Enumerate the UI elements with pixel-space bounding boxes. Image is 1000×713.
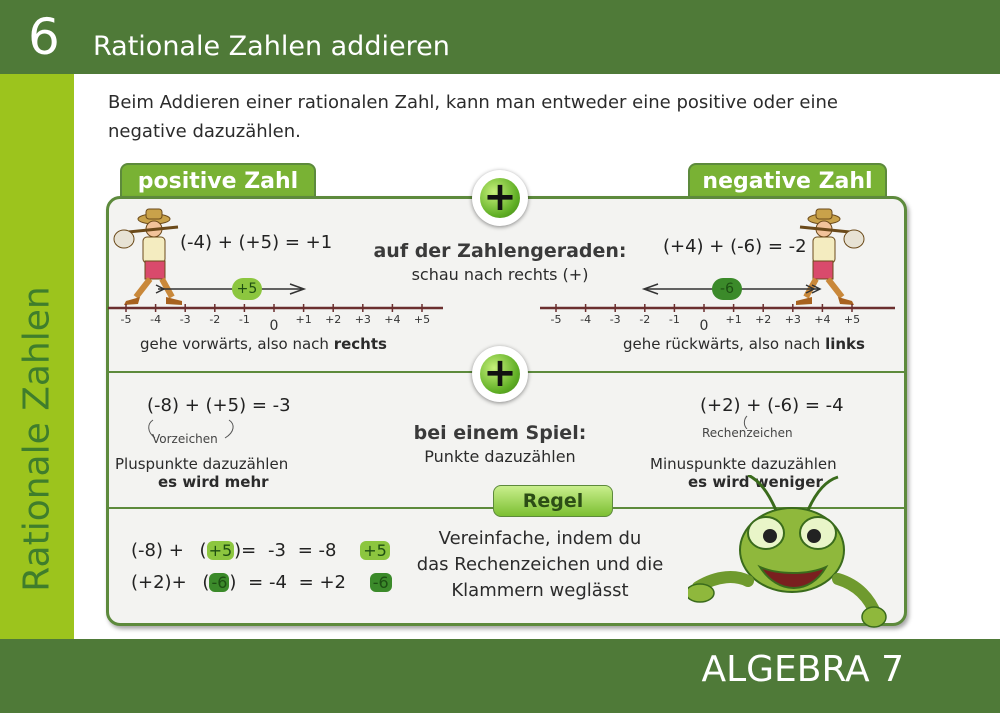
rule-badge: -6	[211, 573, 228, 592]
plus-circle-middle	[472, 346, 528, 402]
step-badge-negative: -6	[712, 278, 742, 300]
tick-label: +5	[413, 313, 431, 326]
tick-label: -4	[150, 313, 162, 326]
tick-label: +4	[384, 313, 401, 326]
intro-text: Beim Addieren einer rationalen Zahl, kann man entweder eine positive oder eine negative dazuzählen.	[108, 92, 838, 142]
game-minus-line1: Minuspunkte dazuzählen	[650, 455, 837, 473]
tick-label: +2	[755, 313, 772, 326]
rule-badge: -6	[370, 573, 392, 592]
tick-label: +1	[295, 313, 312, 326]
tick-label: 0	[269, 318, 279, 334]
tab-negative-number: negative Zahl	[688, 163, 887, 199]
sign-note: Vorzeichen	[152, 432, 218, 446]
footer-bar	[0, 639, 1000, 713]
tick-label: -3	[179, 313, 191, 326]
game-plus-line1: Pluspunkte dazuzählen	[115, 455, 289, 473]
equation-game-minus: (+2) + (-6) = -4	[700, 395, 844, 416]
tick-label: 0	[699, 318, 709, 334]
tick-label: +4	[814, 313, 831, 326]
sidebar-strip	[0, 74, 74, 639]
tick-label: -5	[550, 313, 562, 326]
number-line-left	[108, 272, 443, 334]
tick-label: -5	[120, 313, 132, 326]
tick-label: +1	[725, 313, 742, 326]
plus-icon: +	[480, 354, 520, 394]
rule-label: Regel	[493, 485, 613, 517]
header-bar	[0, 0, 1000, 74]
rule-badge: +5	[208, 541, 233, 560]
plus-circle-top	[472, 170, 528, 226]
number-line-subtitle: schau nach rechts (+)	[411, 265, 589, 284]
game-title: bei einem Spiel:	[413, 422, 587, 444]
game-minus-line2: es wird weniger	[688, 473, 823, 491]
tab-positive-number: positive Zahl	[120, 163, 316, 199]
chapter-number: 6	[28, 8, 60, 66]
rule-row-2: (+2)+ ( -6 ) = -4 = +2 -6	[131, 572, 392, 593]
tick-label: +5	[843, 313, 861, 326]
operator-note: Rechenzeichen	[702, 426, 793, 440]
game-plus-line2: es wird mehr	[158, 473, 269, 491]
plus-icon: +	[480, 178, 520, 218]
tick-label: -2	[639, 313, 651, 326]
sidebar-title: Rationale Zahlen	[16, 286, 58, 592]
caption-forward: gehe vorwärts, also nach rechts	[140, 335, 387, 353]
tick-label: -2	[209, 313, 221, 326]
rule-row-1: (-8) + ( +5 )= -3 = -8 +5	[131, 540, 390, 561]
tick-label: -4	[580, 313, 592, 326]
tick-label: -1	[668, 313, 680, 326]
equation-positive: (-4) + (+5) = +1	[180, 232, 333, 253]
tick-label: +2	[325, 313, 342, 326]
tick-label: +3	[784, 313, 801, 326]
footer-brand: ALGEBRA 7	[701, 649, 904, 690]
caption-backward: gehe rückwärts, also nach links	[623, 335, 865, 353]
game-subtitle: Punkte dazuzählen	[424, 447, 576, 466]
step-badge-positive: +5	[232, 278, 262, 300]
tick-label: +3	[354, 313, 371, 326]
rule-badge: +5	[360, 541, 390, 560]
tick-label: -3	[609, 313, 621, 326]
equation-negative: (+4) + (-6) = -2	[663, 236, 807, 257]
grasshopper-mascot-icon	[688, 475, 888, 630]
page-title: Rationale Zahlen addieren	[93, 31, 450, 62]
number-line-title: auf der Zahlengeraden:	[373, 240, 627, 262]
rule-text: Vereinfache, indem du das Rechenzeichen und die Klammern weglässt	[416, 528, 664, 601]
tick-label: -1	[238, 313, 250, 326]
equation-game-plus: (-8) + (+5) = -3	[147, 395, 291, 416]
